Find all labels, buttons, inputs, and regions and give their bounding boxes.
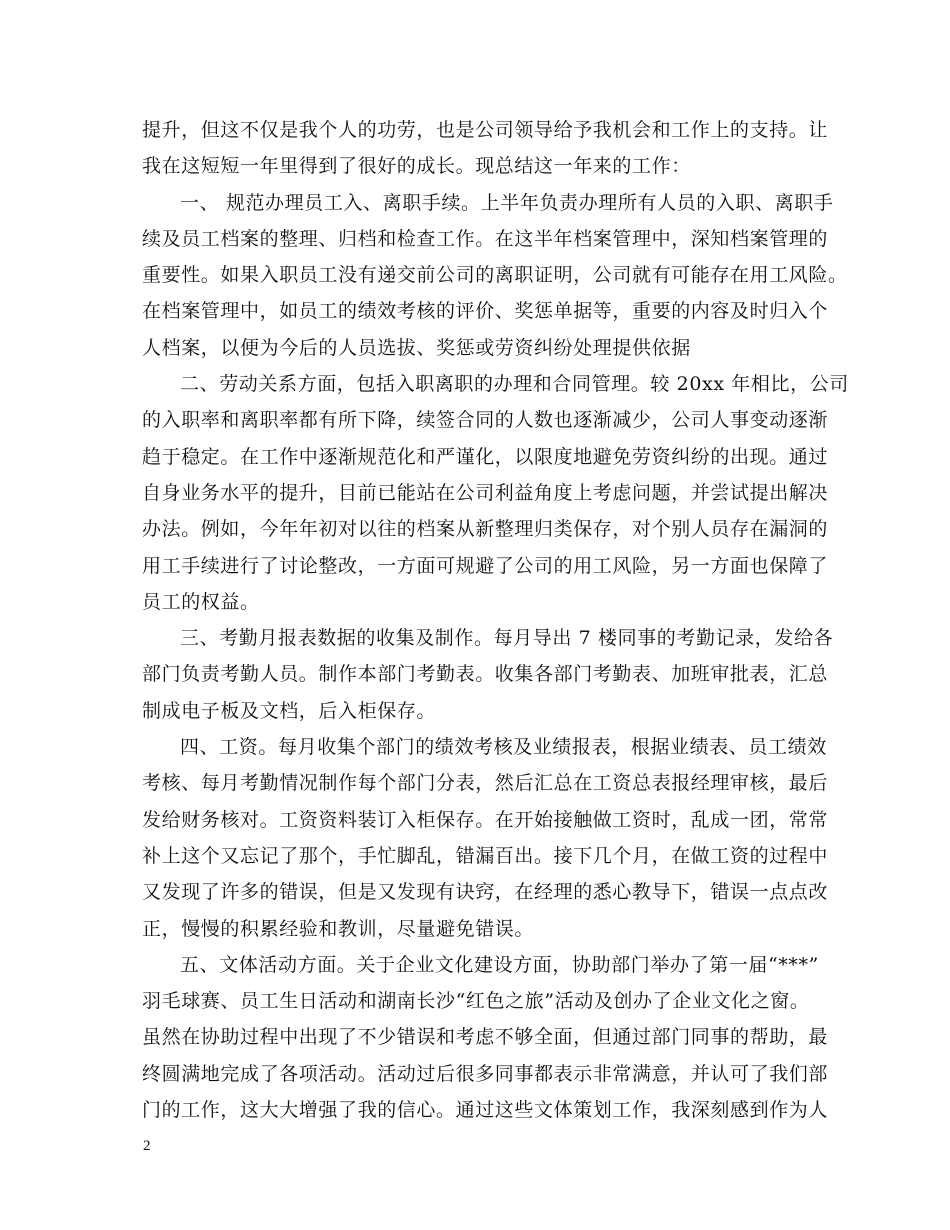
text-line: 制成电子板及文档，后入柜保存。 [142,699,437,722]
text-line: 正，慢慢的积累经验和教训，尽量避免错误。 [142,917,535,940]
text-line: 趋于稳定。在工作中逐渐规范化和严谨化，以限度地避免劳资纠纷的出现。通过 [142,445,829,468]
body-text [142,112,849,1128]
text-line: 的入职率和离职率都有所下降，续签合同的人数也逐渐减少，公司人事变动逐渐 [142,409,829,432]
text-line: 发给财务核对。工资资料装订入柜保存。在开始接触做工资时，乱成一团，常常 [142,808,829,831]
text-line: 续及员工档案的整理、归档和检查工作。在这半年档案管理中，深知档案管理的 [142,227,829,250]
text-line: 五、文体活动方面。关于企业文化建设方面，协助部门举办了第一届“***” [180,953,819,976]
text-line: 考核、每月考勤情况制作每个部门分表，然后汇总在工资总表报经理审核，最后 [142,772,829,795]
text-line: 用工手续进行了讨论整改，一方面可规避了公司的用工风险，另一方面也保障了 [142,554,829,577]
page-number: 2 [143,1138,151,1154]
text-line: 又发现了许多的错误，但是又发现有诀窍，在经理的悉心教导下，错误一点点改 [142,881,829,904]
text-line: 在档案管理中，如员工的绩效考核的评价、奖惩单据等，重要的内容及时归入个 [142,300,829,323]
text-line: 三、考勤月报表数据的收集及制作。每月导出 7 楼同事的考勤记录，发给各 [180,627,834,650]
text-line: 虽然在协助过程中出现了不少错误和考虑不够全面，但通过部门同事的帮助，最 [142,1026,829,1049]
text-line: 羽毛球赛、员工生日活动和湖南长沙“红色之旅”活动及创办了企业文化之窗。 [142,990,810,1013]
text-line: 终圆满地完成了各项活动。活动过后很多同事都表示非常满意，并认可了我们部 [142,1062,829,1085]
text-line: 门的工作，这大大增强了我的信心。通过这些文体策划工作，我深刻感到作为人 [142,1099,829,1122]
text-line: 部门负责考勤人员。制作本部门考勤表。收集各部门考勤表、加班审批表，汇总 [142,663,829,686]
text-line: 我在这短短一年里得到了很好的成长。现总结这一年来的工作： [142,155,691,178]
text-line: 自身业务水平的提升，目前已能站在公司利益角度上考虑问题，并尝试提出解决 [142,481,829,504]
text-line: 四、工资。每月收集个部门的绩效考核及业绩报表，根据业绩表、员工绩效 [180,736,827,759]
text-line: 重要性。如果入职员工没有递交前公司的离职证明，公司就有可能存在用工风险。 [142,264,848,287]
text-line: 人档案，以便为今后的人员选拔、奖惩或劳资纠纷处理提供依据 [142,336,691,359]
text-line: 提升，但这不仅是我个人的功劳，也是公司领导给予我机会和工作上的支持。让 [142,119,829,141]
text-line: 补上这个又忘记了那个，手忙脚乱，错漏百出。接下几个月，在做工资的过程中 [142,844,829,867]
text-line: 二、劳动关系方面，包括入职离职的办理和合同管理。较 20xx 年相比，公司 [180,373,849,396]
text-line: 一、 规范办理员工入、离职手续。上半年负责办理所有人员的入职、离职手 [180,191,834,214]
text-line: 办法。例如，今年年初对以往的档案从新整理归类保存，对个别人员存在漏洞的 [142,518,829,541]
text-line: 员工的权益。 [142,590,260,613]
